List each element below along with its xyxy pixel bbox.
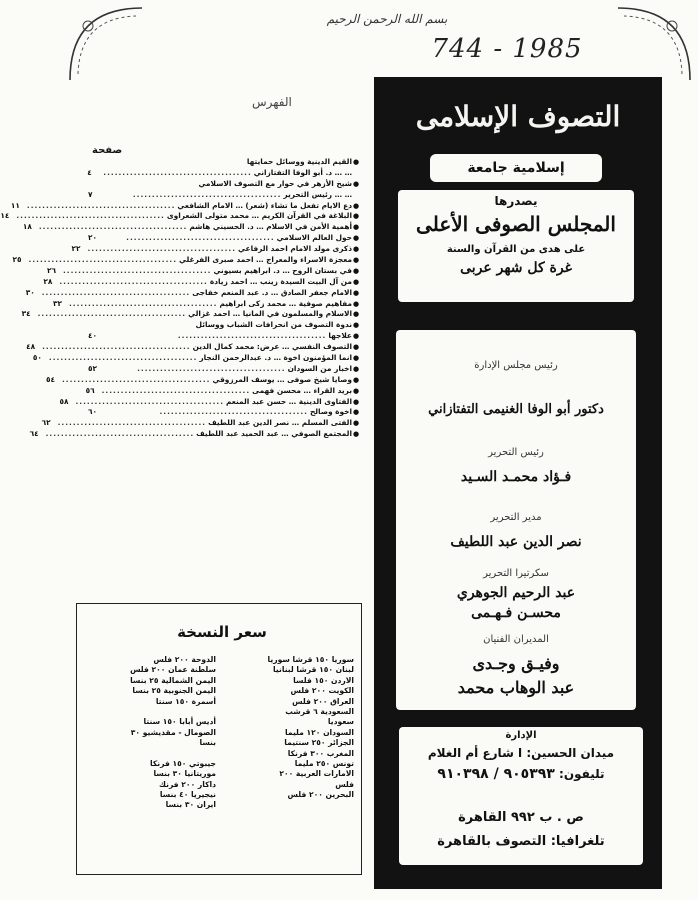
- toc-entry-text: التصوف النفسي … عرض: محمد كمال الدين: [192, 342, 352, 352]
- toc-bullet-icon: ●: [352, 234, 360, 243]
- toc-page-number: ٣٠: [25, 287, 35, 297]
- toc-leader: .......................................: [159, 407, 308, 417]
- subtitle-badge: إسلامية جامعة: [430, 154, 602, 182]
- editor-name: فـؤاد محمـد السـيد: [460, 469, 572, 485]
- toc-leader: [104, 320, 194, 331]
- price-line: اليمن الجنوبية ٢٥ بنسا: [132, 686, 216, 696]
- toc-bullet-icon: ●: [352, 332, 360, 341]
- toc-entry-text: الفتاوى الدينية … حسن عبد المنعم: [226, 396, 352, 406]
- toc-row: [88, 179, 360, 190]
- toc-page-number: ٥٠: [32, 353, 42, 363]
- price-line: ايران ٣٠ بنسا: [165, 800, 216, 810]
- toc-bullet-icon: ●: [352, 158, 360, 166]
- toc-row: [26, 342, 360, 353]
- price-line: السعودية ٦ قرشب: [285, 706, 354, 716]
- toc-leader: .......................................: [103, 167, 252, 177]
- admin-phone-numbers: ٩٠٥٣٩٣ / ٩١٠٣٩٨: [437, 766, 555, 782]
- toc-page-number: [88, 320, 102, 331]
- toc-entry-text: علاجها: [328, 331, 352, 341]
- toc-page-number: ٢٦: [46, 265, 56, 275]
- toc-bullet-icon: ●: [352, 201, 360, 210]
- toc-entry-text: شيخ الأزهر في حوار مع التصوف الاسلامي: [198, 178, 352, 188]
- toc-page-number: ١٨: [22, 222, 32, 232]
- price-line: أسمرة ١٥٠ سنتا: [155, 696, 216, 706]
- price-line: أديس أبابا ١٥٠ سنتا: [143, 717, 216, 727]
- admin-phones: [399, 766, 643, 782]
- toc-row: [59, 396, 360, 408]
- toc-row: [43, 276, 360, 288]
- toc-entry-text: معجزة الاسراء والمعراج … احمد صبرى الفرغلي: [179, 255, 352, 265]
- toc-bullet-icon: ●: [352, 212, 360, 221]
- toc-entry-text: الاسلام والمسلمون في المانيا … احمد غزالي: [188, 309, 352, 319]
- toc-row: [88, 331, 360, 342]
- price-line: الدوحة ٢٠٠ فلس: [153, 655, 216, 664]
- toc-page-number: ٥٢: [88, 363, 98, 373]
- toc-entry-text: ذكرى مولد الامام احمد الرفاعي: [238, 244, 352, 254]
- toc-page-number: ٣٢: [52, 298, 63, 308]
- toc-leader: [104, 179, 196, 190]
- toc-entry-text: اخوة وصالح: [309, 407, 352, 417]
- toc-entry-text: حول العالم الاسلامي: [276, 233, 352, 243]
- ornament-top-right-icon: [614, 4, 694, 84]
- price-line: بنسا: [199, 738, 216, 748]
- price-line: داكار ٢٠٠ فرنك: [159, 779, 216, 789]
- toc-bullet-icon: ●: [352, 430, 360, 439]
- admin-label: الإدارة: [505, 730, 537, 741]
- toc-page-number: ٤٨: [26, 342, 36, 352]
- toc-entry-text: بريد القراء … محسن فهمى: [252, 385, 352, 395]
- toc-row: [41, 418, 360, 429]
- toc-leader: .......................................: [28, 255, 178, 265]
- toc-bullet-icon: ●: [352, 419, 360, 428]
- toc-bullet-icon: ●: [352, 397, 360, 406]
- price-line: الصومال - مقديشيو ٣٠: [130, 727, 216, 737]
- toc-page-number: ٢٨: [43, 276, 53, 286]
- price-column-left: [86, 655, 216, 811]
- toc-entry-text: اخبار من السودان: [287, 363, 352, 373]
- admin-phone-label: تليفون:: [559, 767, 605, 781]
- toc-row: [85, 385, 360, 397]
- toc-entry-text: مفاهيم صوفية … محمد زكى ابراهيم: [219, 298, 352, 308]
- price-line: [86, 707, 216, 717]
- toc-row: [29, 429, 360, 440]
- price-line: الكويت ٢٠٠ فلس: [290, 686, 354, 696]
- toc-entry-text: دع الايام تفعل ما تشاء (شعر) … الامام الشافعي: [177, 200, 352, 210]
- toc-row: [32, 353, 360, 364]
- toc-entry-text: البلاغة في القرآن الكريم … محمد متولى الشعراوى: [166, 211, 352, 221]
- toc-bullet-icon: ●: [352, 299, 360, 308]
- manager-name: نصر الدين عبد اللطيف: [450, 534, 582, 550]
- toc-leader: .......................................: [137, 363, 286, 373]
- toc-leader: .......................................: [61, 374, 211, 384]
- publication-frequency: غرة كل شهر عربى: [460, 260, 572, 276]
- secretaries-role: سكرتيرا التحرير: [483, 568, 549, 579]
- toc-leader: .......................................: [126, 233, 275, 243]
- magazine-title: التصوف الإسلامى: [415, 100, 621, 133]
- price-line: [86, 749, 216, 759]
- toc-leader: .......................................: [16, 211, 165, 221]
- toc-row: [25, 287, 360, 299]
- toc-leader: .......................................: [177, 331, 327, 341]
- admin-pobox: ص . ب ٩٩٢ القاهرة: [458, 810, 584, 825]
- art-director-name-1: وفيـق وجـدى: [472, 654, 560, 673]
- toc-leader: .......................................: [45, 429, 195, 439]
- toc-page-number: ١٤: [0, 211, 10, 221]
- toc-entry-text: أهمية الأمن في الاسلام … د. الحسيني هاشم: [189, 222, 352, 232]
- toc-bullet-icon: ●: [352, 179, 360, 188]
- toc-page-number: ٢٢: [71, 244, 81, 254]
- toc-leader: .......................................: [132, 189, 282, 199]
- art-directors-role: المديران الفنيان: [483, 634, 549, 645]
- price-line: سعوديا: [327, 717, 354, 727]
- toc-bullet-icon: ●: [352, 343, 360, 352]
- toc-entry-text: القيم الدينية ووسائل حمايتها: [246, 157, 352, 166]
- toc-page-number: ٤: [87, 167, 92, 177]
- toc-leader: [104, 157, 245, 168]
- toc-page-number: ٢٥: [12, 255, 22, 265]
- price-line: جيبوتي ١٥٠ فرنكا: [150, 758, 216, 768]
- toc-row: [88, 320, 360, 331]
- toc-row: [88, 190, 360, 201]
- toc-leader: .......................................: [26, 200, 176, 210]
- toc-bullet-icon: [352, 168, 360, 179]
- toc-page-number: ٣٤: [21, 309, 31, 319]
- toc-entry-text: … … د. أبو الوفا التفتازاني: [253, 167, 352, 177]
- toc-bullet-icon: ●: [352, 245, 360, 254]
- toc-row: [45, 374, 360, 386]
- art-director-name-2: عبد الوهاب محمد: [457, 678, 575, 697]
- secretary-name-2: محسـن فـهـمى: [471, 605, 561, 621]
- toc-bullet-icon: ●: [352, 223, 360, 232]
- toc-row: [71, 244, 360, 255]
- toc-page-number: [88, 179, 102, 190]
- index-page-label: صفحة: [92, 145, 123, 156]
- toc-row: [88, 157, 360, 168]
- toc-page-number: ٧: [88, 189, 93, 199]
- price-title: سعر النسخة: [177, 623, 267, 641]
- toc-page-number: ٥٤: [45, 374, 55, 384]
- chair-name: دكتور أبو الوفا الغنيمى التفتازاني: [428, 402, 604, 417]
- manager-role: مدير التحرير: [490, 512, 542, 523]
- toc-entry-text: ندوة التصوف من انحرافات الشباب ووسائل: [195, 320, 352, 330]
- price-line: الجزائر ٢٥٠ سنتيما: [284, 738, 354, 748]
- toc-page-number: ٦٠: [88, 407, 98, 417]
- toc-entry-text: وصايا شيخ صوفى … يوسف المرزوقي: [212, 374, 352, 384]
- price-line: اليمن الشمالية ٢٥ بنسا: [130, 675, 216, 685]
- toc-row: [88, 407, 360, 418]
- toc-leader: .......................................: [87, 244, 237, 254]
- toc-leader: .......................................: [48, 353, 198, 363]
- toc-entry-text: … … رئيس التحرير: [283, 189, 352, 199]
- toc-bullet-icon: ●: [352, 364, 360, 373]
- secretary-name-1: عبد الرحيم الجوهري: [456, 585, 576, 601]
- toc-page-number: ٥٦: [85, 385, 95, 395]
- toc-row: [12, 255, 360, 266]
- price-line: فلس: [335, 779, 354, 789]
- toc-leader: .......................................: [38, 222, 188, 232]
- table-of-contents: [0, 157, 360, 440]
- toc-bullet-icon: ●: [352, 386, 360, 395]
- toc-page-number: ٢٠: [88, 233, 98, 243]
- ornament-top-left-icon: [66, 4, 146, 84]
- toc-row: [88, 364, 360, 375]
- price-line: سوريا ١٥٠ قرشا سوريا: [267, 655, 354, 664]
- toc-page-number: ٦٢: [41, 418, 51, 428]
- index-title: الفهرس: [252, 95, 292, 109]
- toc-page-number: ٤٠: [88, 331, 98, 341]
- toc-bullet-icon: [352, 190, 360, 201]
- toc-bullet-icon: ●: [352, 310, 360, 319]
- toc-leader: .......................................: [101, 385, 251, 395]
- price-line: تونس ٢٥٠ مليما: [294, 758, 354, 768]
- price-line: البحرين ٢٠٠ فلس: [287, 790, 354, 800]
- toc-row: [21, 309, 360, 320]
- toc-entry-text: من آل البيت السيدة زينب … احمد زيادة: [209, 276, 352, 286]
- toc-leader: .......................................: [42, 342, 191, 352]
- toc-entry-text: في بستان الروح … د. ابراهيم بسيوني: [213, 265, 352, 275]
- toc-row: [52, 298, 360, 310]
- toc-bullet-icon: ●: [352, 375, 360, 384]
- price-line: موريتانيا ٣٠ بنسا: [153, 769, 216, 779]
- toc-bullet-icon: ●: [352, 266, 360, 275]
- publisher-label: يصدرها: [494, 194, 538, 208]
- toc-bullet-icon: ●: [352, 354, 360, 363]
- price-line: سلطنة عمان ٢٠٠ فلس: [130, 665, 216, 675]
- basmala: بسم الله الرحمن الرحيم: [326, 12, 448, 26]
- toc-row: [10, 200, 360, 212]
- toc-row: [0, 211, 360, 222]
- toc-bullet-icon: ●: [352, 321, 360, 330]
- toc-entry-text: انما المؤمنون اخوة … د. عبدالرحمن النجار: [199, 353, 352, 363]
- toc-leader: .......................................: [68, 298, 218, 308]
- toc-row: [22, 222, 360, 233]
- toc-page-number: ٥٨: [59, 396, 69, 406]
- price-line: لبنان ١٥٠ قرشا لبنانيا: [273, 665, 354, 675]
- publisher-name: المجلس الصوفى الأعلى: [416, 212, 616, 236]
- toc-leader: .......................................: [57, 418, 207, 428]
- price-line: السودان ١٢٠ مليما: [285, 727, 354, 737]
- admin-address: ميدان الحسين: ا شارع أم الغلام: [427, 746, 615, 760]
- toc-bullet-icon: ●: [352, 256, 360, 265]
- toc-page-number: ٦٤: [29, 429, 39, 439]
- toc-leader: .......................................: [41, 287, 191, 297]
- toc-leader: .......................................: [59, 276, 208, 286]
- toc-bullet-icon: ●: [352, 288, 360, 297]
- toc-bullet-icon: ●: [352, 408, 360, 417]
- handwritten-note: 744 - 1985: [431, 34, 583, 64]
- toc-row: [88, 168, 360, 179]
- price-line: المغرب ٣٠٠ فرنكا: [287, 748, 354, 758]
- admin-telegraph: تلغرافيا: التصوف بالقاهرة: [437, 834, 605, 849]
- price-line: نيجيريا ٤٠ بنسا: [159, 790, 216, 800]
- price-line: العراق ٢٠٠ فلس: [292, 696, 354, 706]
- toc-page-number: [88, 157, 102, 168]
- toc-leader: .......................................: [75, 396, 224, 406]
- toc-page-number: ١١: [10, 200, 20, 210]
- price-line: الاردن ١٥٠ فلسا: [293, 675, 354, 685]
- price-column-right: [222, 655, 354, 800]
- toc-bullet-icon: ●: [352, 277, 360, 286]
- publisher-guidance: على هدى من القرآن والسنة: [446, 244, 586, 255]
- toc-entry-text: الفتى المسلم … نصر الدين عبد اللطيف: [208, 418, 352, 428]
- toc-entry-text: المجتمع الصوفي … عبد الحميد عبد اللطيف: [196, 429, 352, 439]
- chair-role: رئيس مجلس الإدارة: [474, 360, 558, 371]
- toc-leader: .......................................: [37, 309, 187, 319]
- toc-row: [46, 265, 360, 277]
- toc-row: [88, 233, 360, 244]
- price-line: الامارات العربية ٢٠٠: [279, 769, 354, 779]
- toc-entry-text: الامام جعفر الصادق … د. عبد المنعم خفاجى: [192, 287, 352, 297]
- editor-role: رئيس التحرير: [488, 447, 544, 458]
- toc-leader: .......................................: [62, 265, 212, 275]
